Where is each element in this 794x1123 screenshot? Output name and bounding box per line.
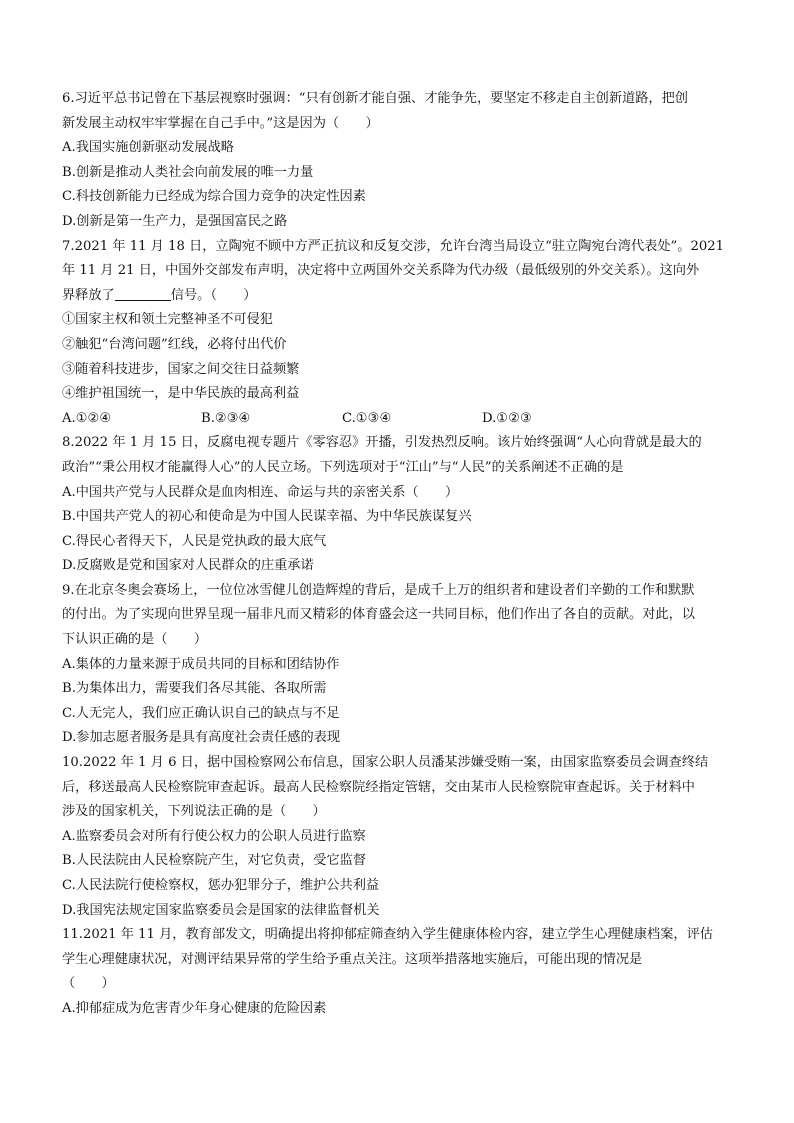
choice-a: A.①②④ bbox=[62, 410, 112, 426]
question-stem: 下认识正确的是（ ） bbox=[62, 632, 208, 648]
option-b: B.创新是推动人类社会向前发展的唯一力量 bbox=[62, 164, 314, 180]
stem-text: 信号。（ ） bbox=[170, 287, 257, 303]
question-7 bbox=[62, 235, 734, 432]
question-6 bbox=[62, 87, 734, 235]
option-b: B.中国共产党人的初心和使命是为中国人民谋幸福、为中华民族谋复兴 bbox=[62, 509, 472, 525]
choice-row bbox=[62, 407, 734, 432]
choice-b: B.②③④ bbox=[201, 410, 251, 426]
question-stem: 年 11 月 21 日，中国外交部发布声明，决定将中立两国外交关系降为代办级（最低级别的外交关系）。这向外 bbox=[62, 263, 700, 279]
option-a: A.我国实施创新驱动发展战略 bbox=[62, 140, 234, 156]
question-stem: 6.习近平总书记曾在下基层视察时强调：“只有创新才能自强、才能争先，要坚定不移走自主创新道路，把创 bbox=[62, 91, 688, 106]
choice-c: C.①③④ bbox=[342, 410, 392, 426]
question-stem: （ ） bbox=[62, 976, 115, 992]
question-stem: 8.2022 年 1 月 15 日，反腐电视专题片《零容忍》开播，引发热烈反响。该片始终强调“人心向背就是最大的 bbox=[62, 435, 702, 451]
statement-1: ①国家主权和领土完整神圣不可侵犯 bbox=[62, 312, 273, 328]
option-c: C.科技创新能力已经成为综合国力竞争的决定性因素 bbox=[62, 189, 366, 205]
question-list bbox=[62, 87, 734, 1022]
question-stem: 学生心理健康状况，对测评结果异常的学生给予重点关注。这项举措落地实施后，可能出现的情况是 bbox=[62, 951, 643, 967]
option-d: D.参加志愿者服务是具有高度社会责任感的表现 bbox=[62, 730, 341, 746]
option-b: B.人民法院由人民检察院产生，对它负责，受它监督 bbox=[62, 853, 367, 869]
question-stem bbox=[62, 284, 734, 309]
question-8 bbox=[62, 431, 734, 579]
question-10 bbox=[62, 751, 734, 923]
option-c: C.人无完人，我们应正确认识自己的缺点与不足 bbox=[62, 705, 340, 721]
option-d: D.我国宪法规定国家监察委员会是国家的法律监督机关 bbox=[62, 902, 380, 918]
option-d: D.创新是第一生产力，是强国富民之路 bbox=[62, 213, 288, 229]
question-9 bbox=[62, 579, 734, 751]
option-b: B.为集体出力，需要我们各尽其能、各取所需 bbox=[62, 681, 327, 697]
option-a: A.监察委员会对所有行使公权力的公职人员进行监察 bbox=[62, 828, 366, 844]
question-stem: 涉及的国家机关，下列说法正确的是（ ） bbox=[62, 804, 326, 820]
statement-4: ④维护祖国统一，是中华民族的最高利益 bbox=[62, 386, 300, 402]
choice-d: D.①②③ bbox=[482, 410, 532, 426]
option-c: C.人民法院行使检察权，惩办犯罪分子，维护公共利益 bbox=[62, 878, 380, 893]
question-stem: 新发展主动权牢牢掌握在自己手中。”这是因为（ ） bbox=[62, 115, 379, 131]
fill-in-blank bbox=[115, 286, 171, 301]
option-a: A.抑郁症成为危害青少年身心健康的危险因素 bbox=[62, 1000, 327, 1016]
option-a: A.中国共产党与人民群众是血肉相连、命运与共的亲密关系（ ） bbox=[62, 484, 459, 500]
question-stem: 的付出。为了实现向世界呈现一届非凡而又精彩的体育盛会这一共同目标，他们作出了各自的贡献。对此，以 bbox=[62, 607, 695, 623]
question-11 bbox=[62, 923, 734, 1021]
question-stem: 11.2021 年 11 月，教育部发文，明确提出将抑郁症筛查纳入学生健康体检内容，建立学生心理健康档案，评估 bbox=[62, 927, 713, 943]
option-c: C.得民心者得天下，人民是党执政的最大底气 bbox=[62, 533, 327, 549]
statement-2: ②触犯“台湾问题”红线，必将付出代价 bbox=[62, 336, 287, 352]
question-stem: 政治”“秉公用权才能赢得人心”的人民立场。下列选项对于“江山”与“人民”的关系阐述不正确的是 bbox=[62, 459, 624, 475]
statement-3: ③随着科技进步，国家之间交往日益频繁 bbox=[62, 361, 300, 377]
option-d: D.反腐败是党和国家对人民群众的庄重承诺 bbox=[62, 558, 314, 574]
stem-text: 界释放了 bbox=[62, 287, 115, 303]
question-stem: 10.2022 年 1 月 6 日，据中国检察网公布信息，国家公职人员潘某涉嫌受贿一案，由国家监察委员会调查终结 bbox=[62, 755, 709, 771]
question-stem: 后，移送最高人民检察院审查起诉。最高人民检察院经指定管辖，交由某市人民检察院审查起诉。关于材料中 bbox=[62, 779, 695, 795]
question-stem: 7.2021 年 11 月 18 日，立陶宛不顾中方严正抗议和反复交涉，允许台湾当局设立“驻立陶宛台湾代表处”。2021 bbox=[62, 238, 725, 254]
question-stem: 9.在北京冬奥会赛场上，一位位冰雪健儿创造辉煌的背后，是成千上万的组织者和建设者们辛勤的工作和默默 bbox=[62, 582, 695, 598]
option-a: A.集体的力量来源于成员共同的目标和团结协作 bbox=[62, 656, 340, 672]
